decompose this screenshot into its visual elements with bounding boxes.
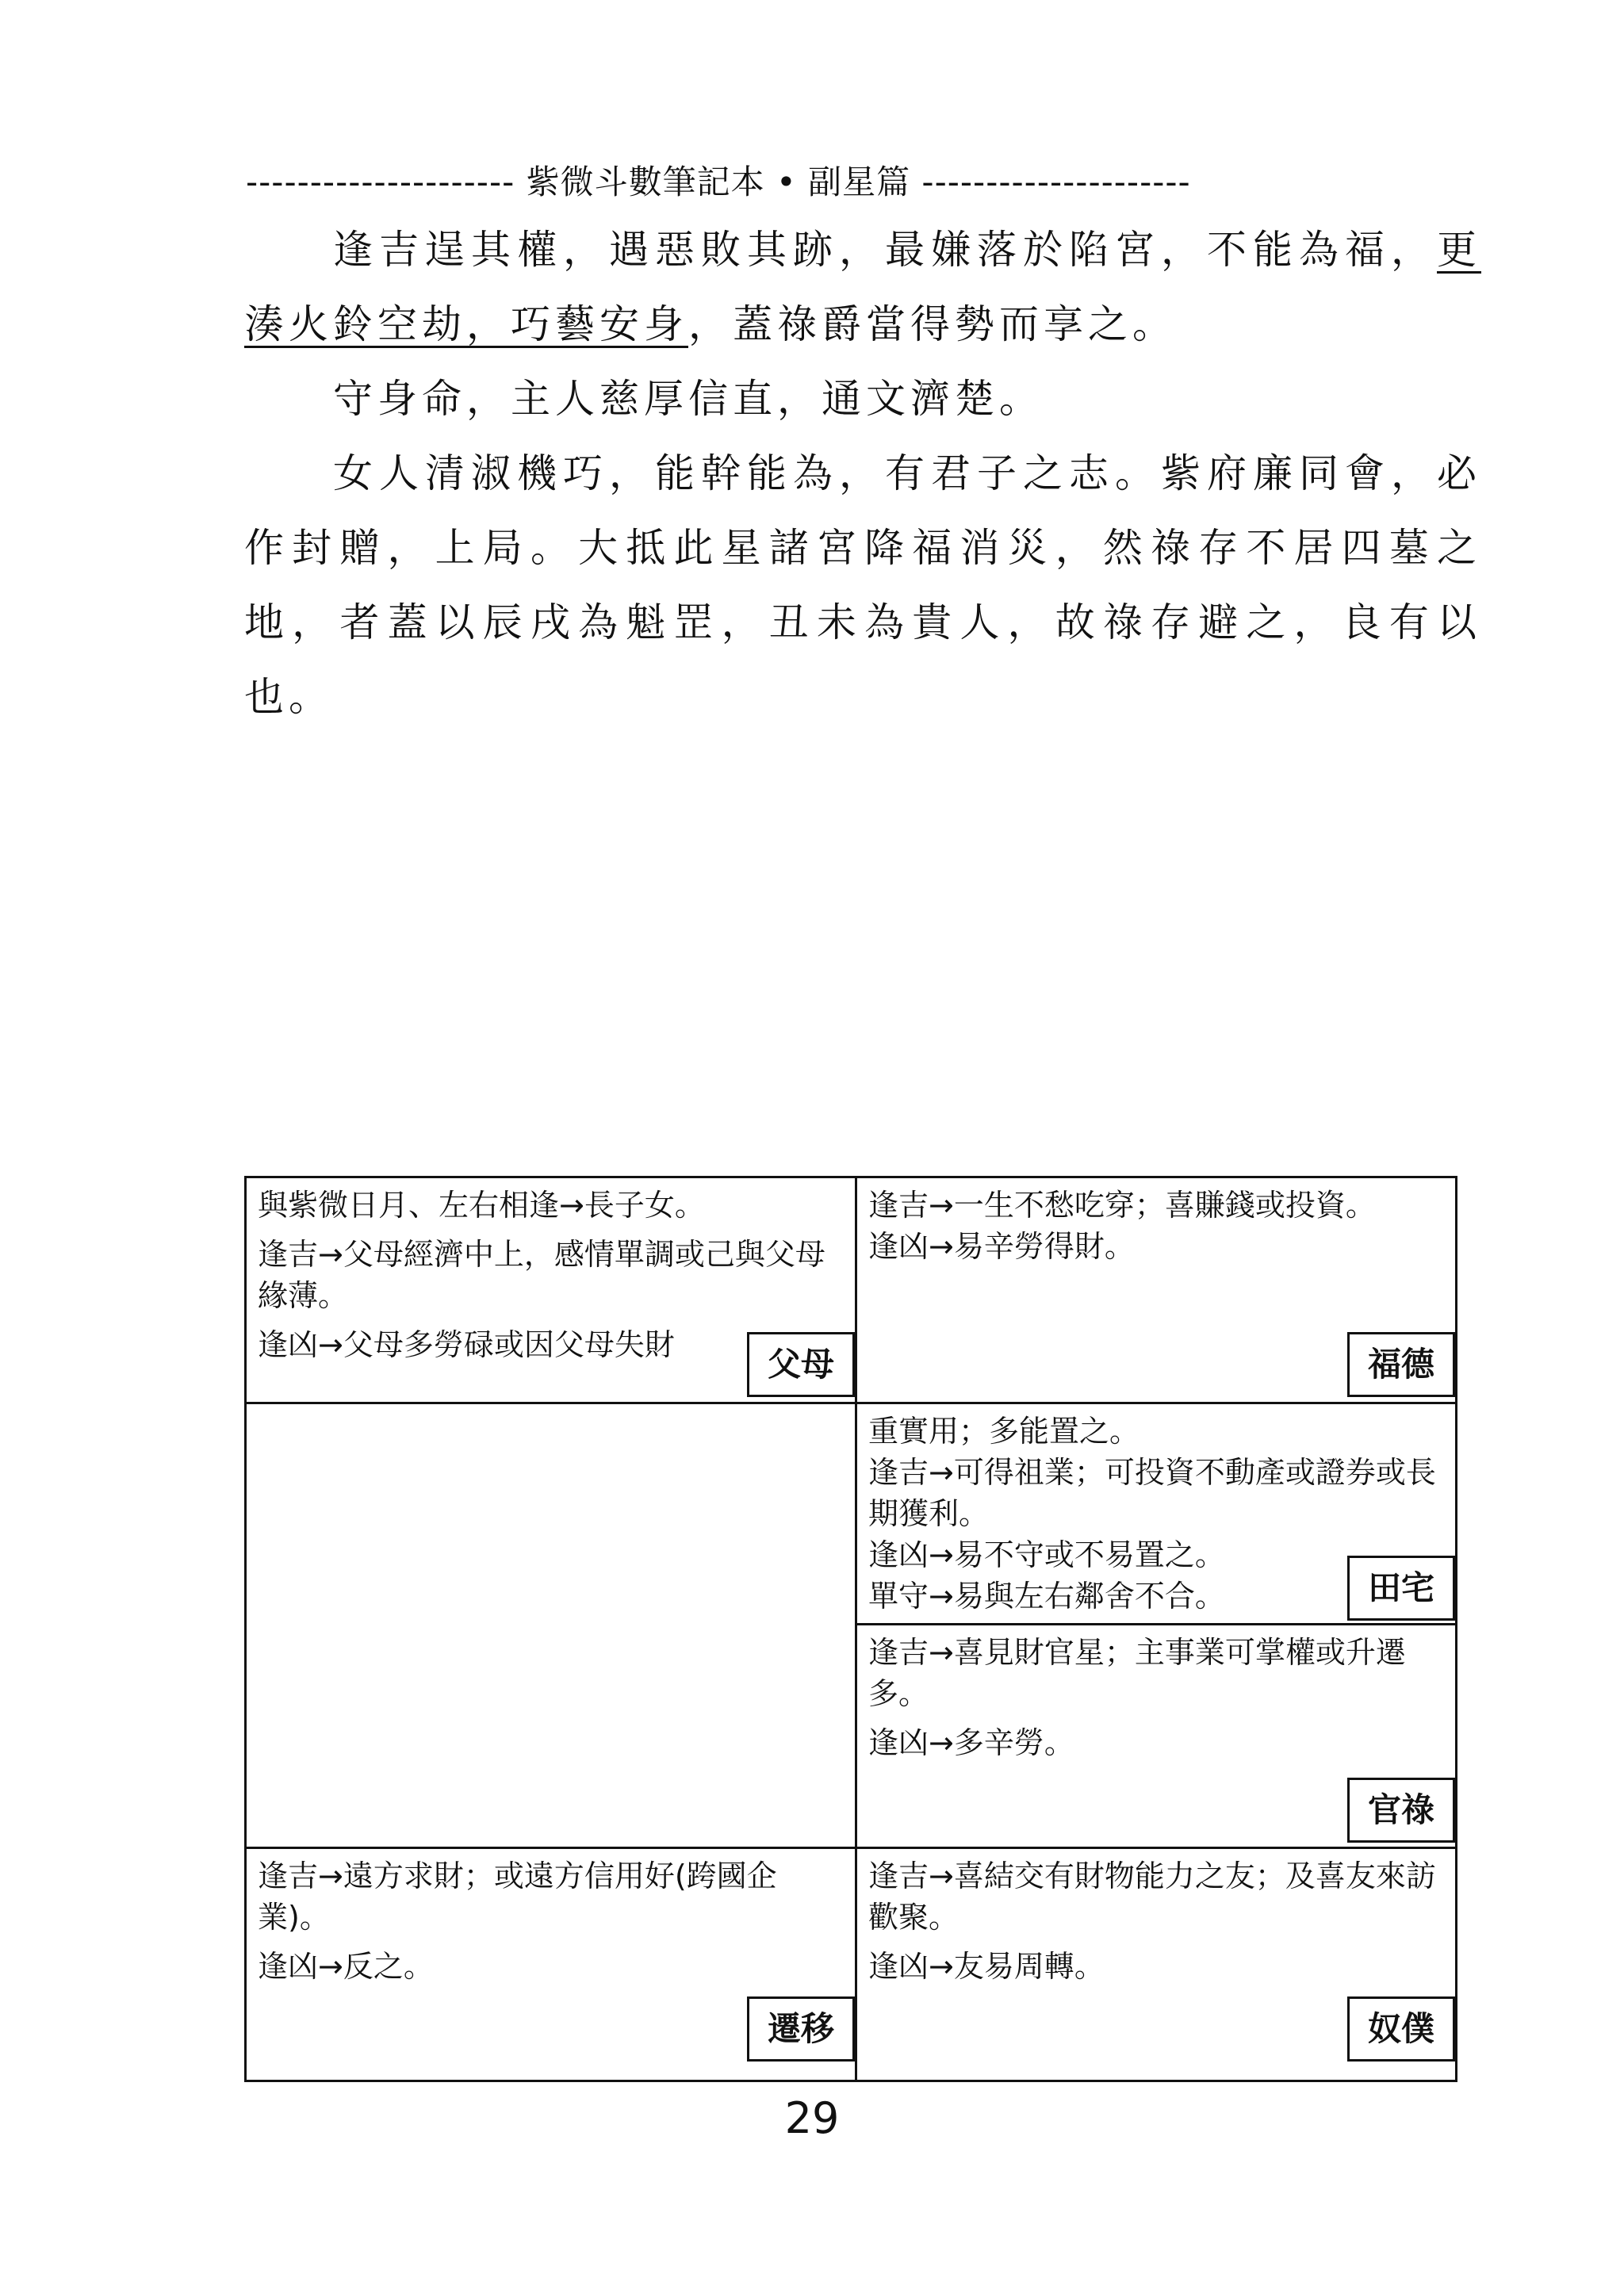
label-career: 官祿 (1347, 1778, 1455, 1843)
cell-line: 重實用；多能置之。 (868, 1414, 1140, 1449)
cell-line: 逢吉→可得祖業；可投資不動產或證券或長期獲利。 (868, 1455, 1436, 1531)
paragraph-2: 守身命，主人慈厚信直，通文濟楚。 (333, 376, 1044, 422)
cell-line: 逢吉→一生不愁吃穿；喜賺錢或投資。 (868, 1188, 1376, 1223)
palace-table (244, 1176, 1457, 2082)
label-parents: 父母 (747, 1332, 855, 1397)
paragraph-1 (244, 212, 1481, 362)
page-number: 29 (784, 2093, 840, 2143)
cell-friends-text (868, 1855, 1447, 1995)
cell-line: 逢凶→易辛勞得財。 (868, 1229, 1135, 1264)
paragraph-1-underlined: 更湊火鈴空劫，巧藝安身 (244, 227, 1481, 347)
cell-line: 逢凶→父母多勞碌或因父母失財 (258, 1327, 675, 1362)
cell-line: 逢吉→喜見財官星；主事業可掌權或升遷多。 (868, 1635, 1406, 1711)
cell-property (857, 1404, 1455, 1623)
cell-line: 逢吉→遠方求財；或遠方信用好(跨國企業)。 (258, 1859, 777, 1935)
cell-parents (247, 1178, 855, 1402)
cell-line: 與紫微日月、左右相逢→長子女。 (258, 1188, 705, 1223)
cell-line: 逢凶→多辛勞。 (868, 1725, 1074, 1760)
cell-friends (857, 1849, 1455, 2080)
table-divider (247, 1402, 855, 1404)
running-header: --------------------- 紫微斗數筆記本 • 副星篇 --------------------- (246, 163, 1191, 201)
cell-career (857, 1625, 1455, 1847)
paragraph-1-start: 逢吉逞其權，遇惡敗其跡，最嫌落於陷宮，不能為福， (333, 227, 1437, 273)
cell-line: 單守→易與左右鄰舍不合。 (868, 1579, 1225, 1614)
cell-line: 逢吉→父母經濟中上，感情單調或己與父母緣薄。 (258, 1237, 825, 1313)
cell-travel-text (258, 1855, 847, 1995)
paragraph-1-end: ，蓋祿爵當得勢而享之。 (688, 301, 1177, 347)
cell-line: 逢凶→反之。 (258, 1949, 434, 1984)
label-friends: 奴僕 (1347, 1996, 1455, 2062)
label-property: 田宅 (1347, 1556, 1455, 1621)
cell-line: 逢吉→喜結交有財物能力之友；及喜友來訪歡聚。 (868, 1859, 1436, 1935)
cell-line: 逢凶→易不守或不易置之。 (868, 1537, 1225, 1572)
cell-line: 逢凶→友易周轉。 (868, 1949, 1105, 1984)
cell-fortune-text (868, 1185, 1447, 1267)
cell-travel (247, 1849, 855, 2080)
cell-fortune (857, 1178, 1455, 1402)
cell-career-text (868, 1632, 1447, 1771)
label-fortune: 福德 (1347, 1332, 1455, 1397)
label-travel: 遷移 (747, 1996, 855, 2062)
paragraph-3: 女人清淑機巧，能幹能為，有君子之志。紫府廉同會，必作封贈，上局。大抵此星諸宮降福消災，然祿存不居四墓之地，者蓋以辰戌為魁罡，丑未為貴人，故祿存避之，良有以也。 (244, 450, 1481, 720)
body-text (244, 212, 1481, 734)
